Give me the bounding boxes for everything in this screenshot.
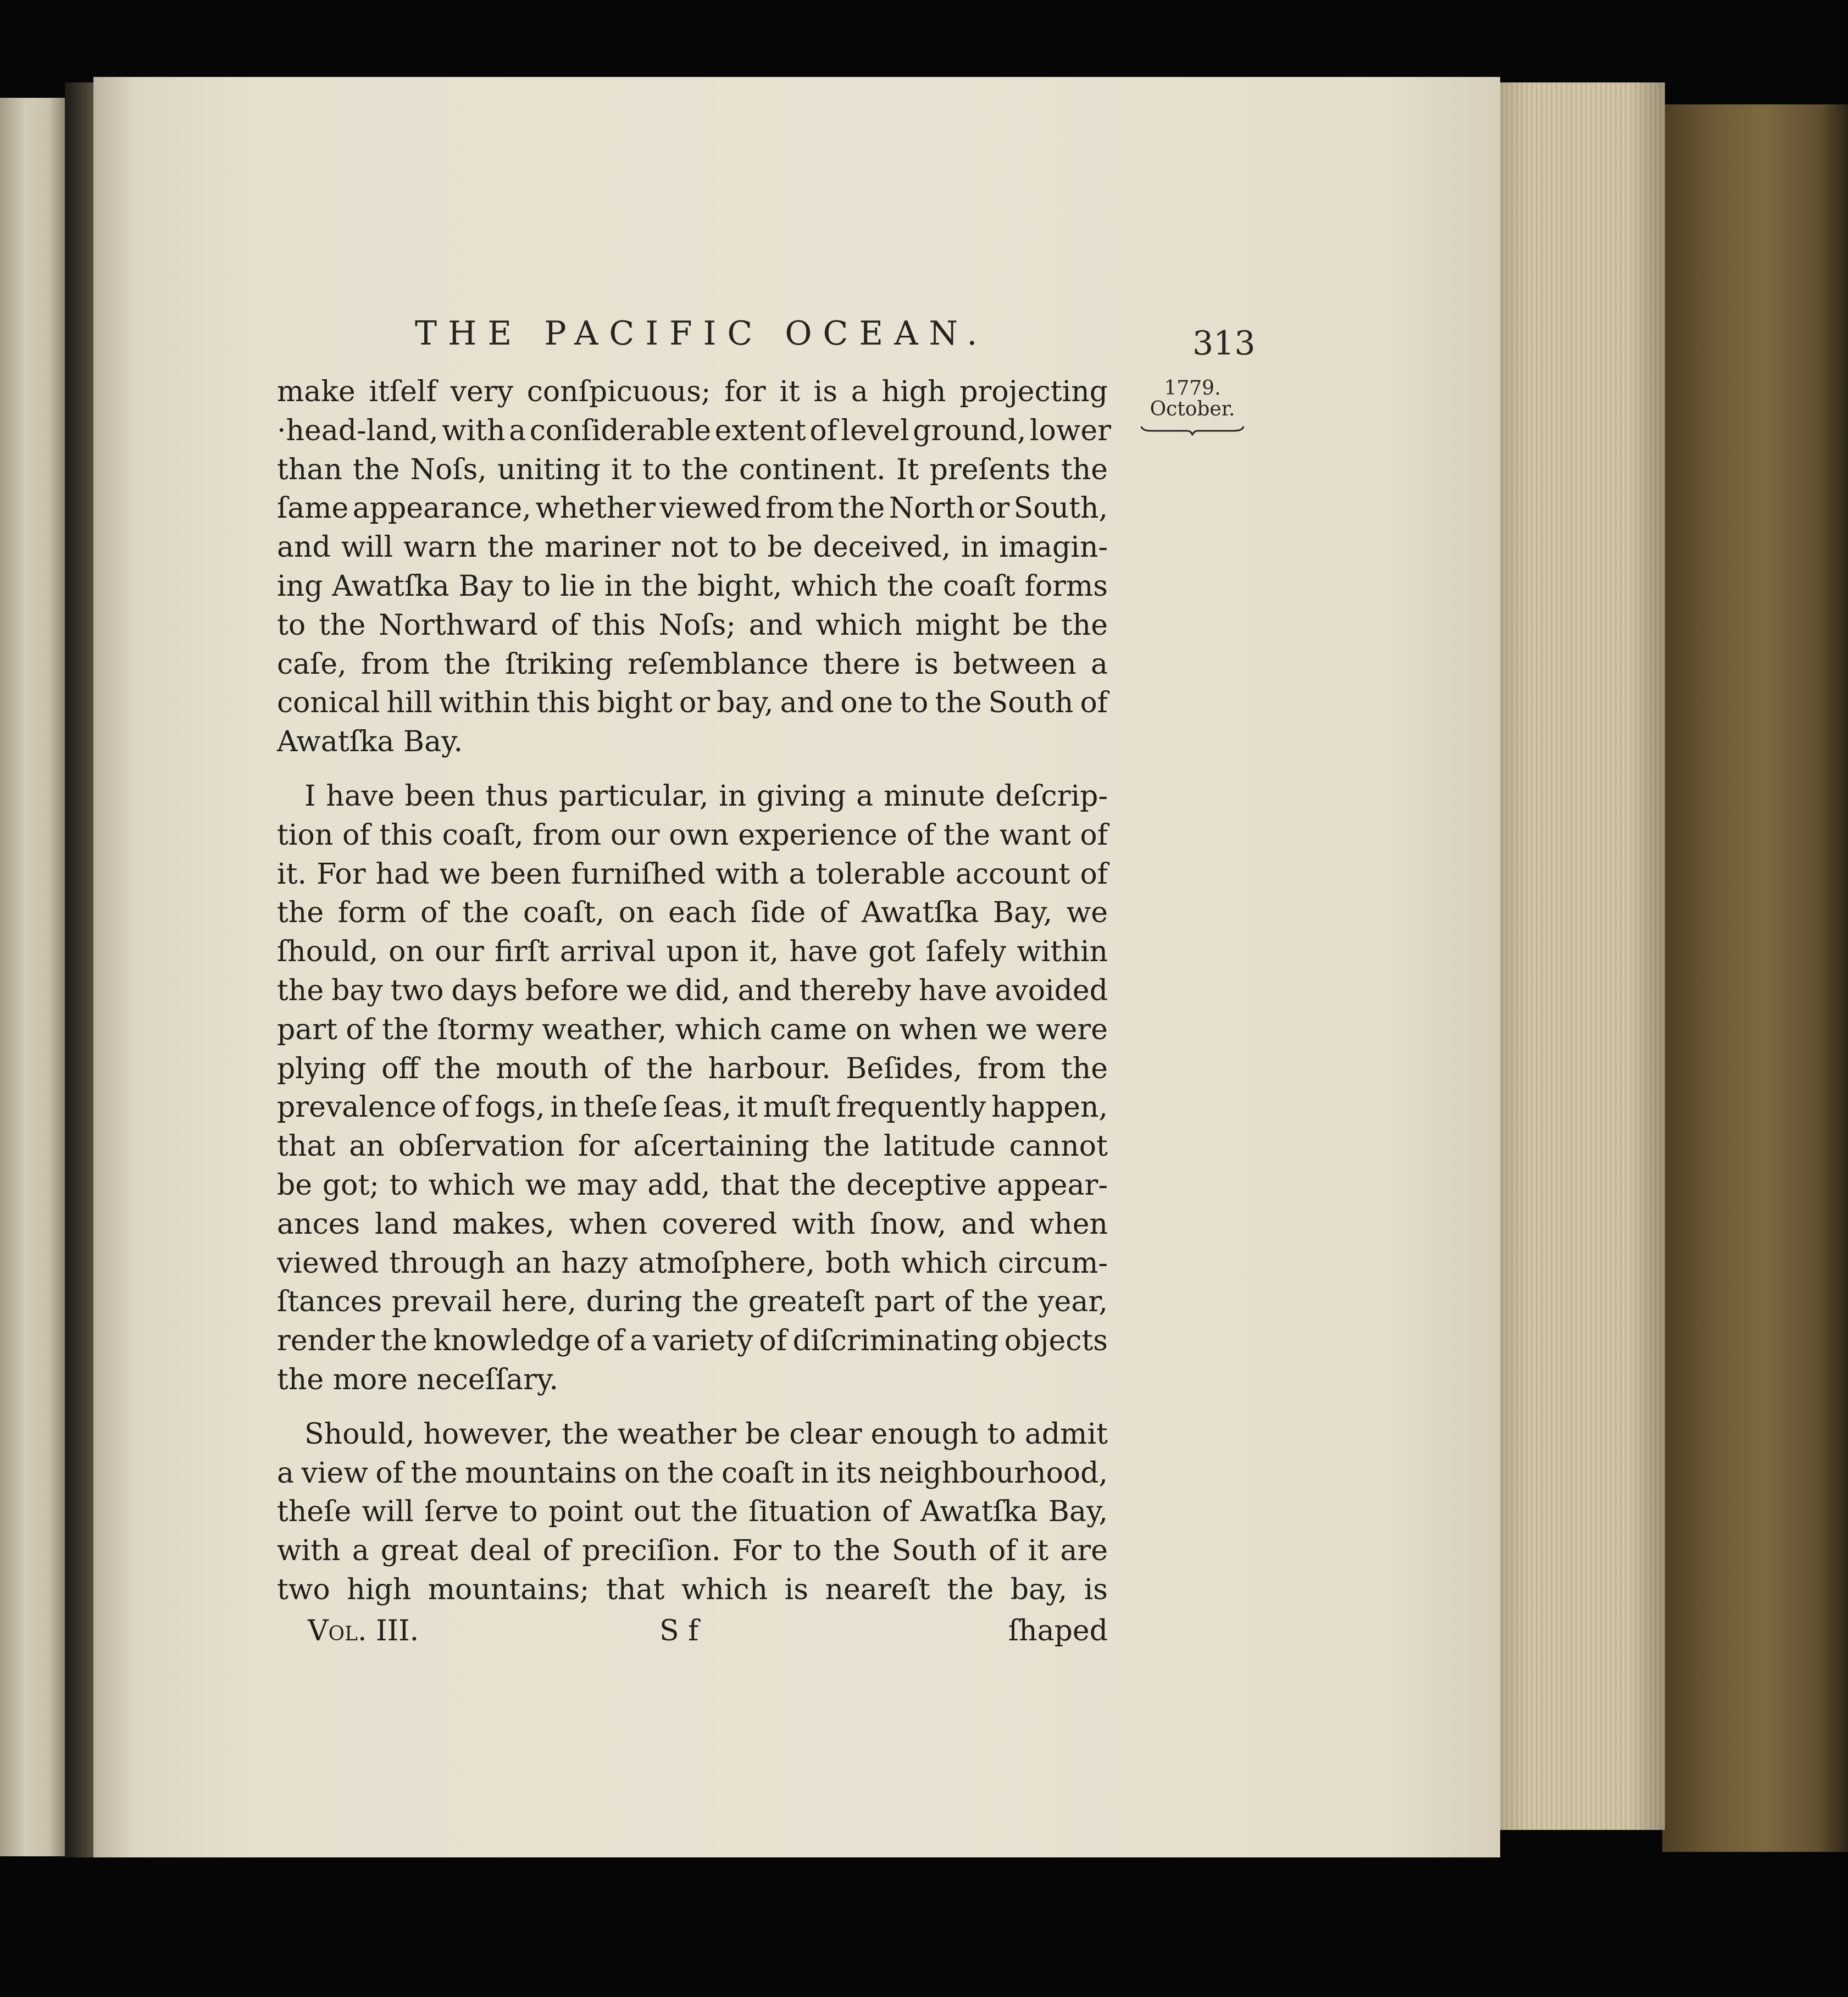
text-line: Awatſka Bay. [277, 725, 463, 759]
margin-brace-icon [1140, 424, 1245, 436]
text-line: ſtances prevail here, during the greateſt part of the year, [277, 1285, 1108, 1319]
fore-edge-shading [1484, 82, 1665, 1830]
text-line: prevalence of fogs, in theſe ſeas, it muſt frequently happen, [277, 1091, 1108, 1124]
text-line: that an obſervation for aſcertaining the latitude cannot [277, 1130, 1108, 1163]
left-page-edge [0, 98, 65, 1856]
text-line: the bay two days before we did, and thereby have avoided [277, 974, 1108, 1007]
text-line: caſe, from the ſtriking reſemblance there is between a [277, 647, 1108, 681]
margin-note [1137, 378, 1247, 436]
signature-mark: S f [659, 1615, 699, 1647]
paragraph-1 [277, 373, 1111, 762]
margin-note-month: October. [1150, 398, 1235, 420]
paragraph-gap [277, 762, 1108, 777]
text-line: than the Noſs, uniting it to the continent. It preſents the [277, 453, 1108, 486]
paragraph-2 [277, 777, 1108, 1400]
book-cover-edge [1662, 104, 1848, 1852]
running-head: THE PACIFIC OCEAN. [415, 314, 989, 353]
paragraph-gap [277, 1400, 1108, 1415]
text-line: a view of the mountains on the coaſt in its neighbourhood, [277, 1456, 1108, 1490]
text-line: ing Awatſka Bay to lie in the bight, which the coaſt forms [277, 569, 1108, 603]
text-line: tion of this coaſt, from our own experience of the want of [277, 818, 1108, 852]
margin-note-year: 1779. [1164, 377, 1221, 400]
text-line: ances land makes, when covered with ſnow, and when [277, 1207, 1108, 1241]
text-line: the more neceſſary. [277, 1363, 558, 1396]
paragraph-3 [277, 1415, 1108, 1610]
text-line: I have been thus particular, in giving a minute deſcrip- [304, 779, 1108, 813]
text-line: plying off the mouth of the harbour. Beſides, from the [277, 1052, 1108, 1085]
text-line: and will warn the mariner not to be deceived, in imagin- [277, 531, 1108, 564]
text-line: to the Northward of this Noſs; and which might be the [277, 608, 1108, 642]
text-line: render the knowledge of a variety of diſcriminating objects [277, 1324, 1108, 1358]
catchword: ſhaped [1008, 1615, 1108, 1647]
volume-label: Vol. III. [308, 1615, 419, 1647]
body-text [277, 373, 1111, 1610]
page-number: 313 [1192, 324, 1256, 363]
text-line: the form of the coaſt, on each ſide of Awatſka Bay, we [277, 896, 1108, 930]
text-line: it. For had we been furniſhed with a tolerable account of [277, 857, 1108, 891]
text-line: make itſelf very conſpicuous; for it is a high projecting [277, 375, 1108, 408]
text-line: with a great deal of preciſion. For to the South of it are [277, 1534, 1108, 1568]
text-line: two high mountains; that which is neareſt the bay, is [277, 1573, 1108, 1606]
text-line: Should, however, the weather be clear enough to admit [304, 1417, 1108, 1451]
text-line: theſe will ſerve to point out the ſituation of Awatſka Bay, [277, 1495, 1108, 1529]
text-line: ſhould, on our firſt arrival upon it, have got ſafely within [277, 935, 1108, 969]
book-gutter [65, 82, 98, 1857]
text-line: be got; to which we may add, that the deceptive appear- [277, 1168, 1108, 1202]
text-line: ſame appearance, whether viewed from the North or South, [277, 492, 1108, 525]
text-line: ·head-land, with a conſiderable extent of level ground, lower [277, 414, 1111, 447]
text-line: conical hill within this bight or bay, and one to the South of [277, 686, 1108, 720]
text-line: viewed through an hazy atmoſphere, both which circum- [277, 1246, 1108, 1280]
page-footer [308, 1615, 1108, 1653]
text-line: part of the ſtormy weather, which came on when we were [277, 1013, 1108, 1046]
